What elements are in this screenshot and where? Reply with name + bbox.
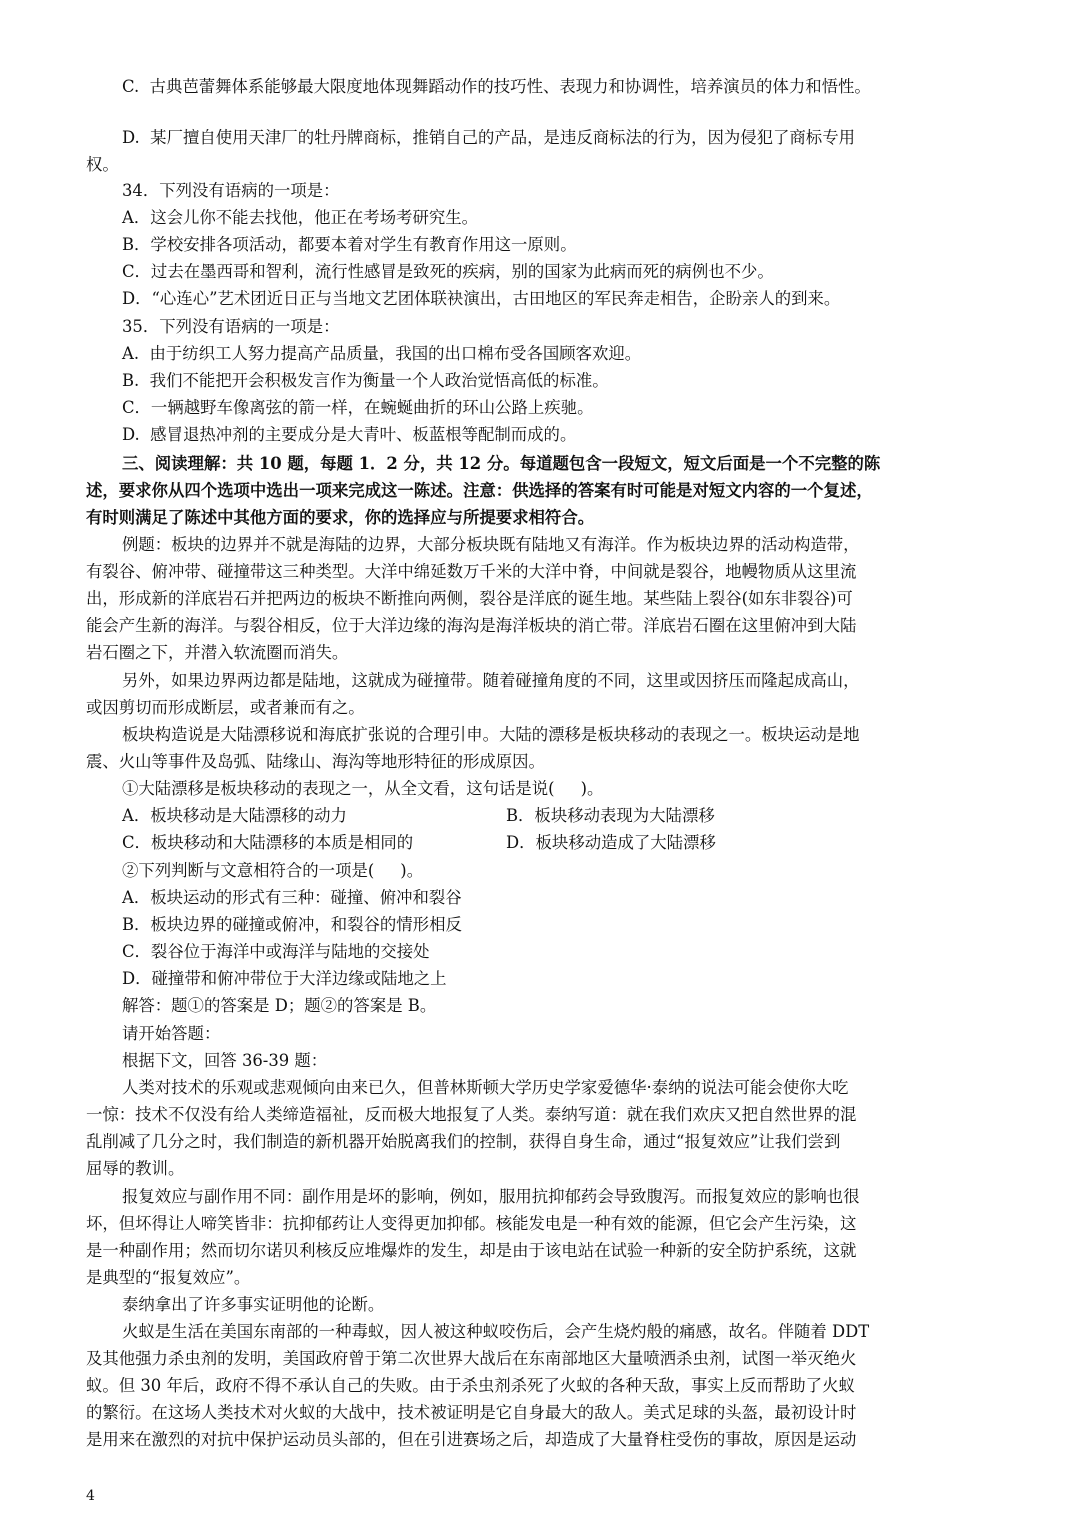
paragraph-line: 或因剪切而形成断层，或者兼而有之。 — [86, 698, 365, 717]
paragraph-line: 一惊：技术不仅没有给人类缔造福祉，反而极大地报复了人类。泰纳写道：就在我们欢庆又把自然世界的混 — [86, 1105, 857, 1124]
paragraph-line: 坏，但坏得让人啼笑皆非：抗抑郁药让人变得更加抑郁。核能发电是一种有效的能源，但它会产生污染，这 — [86, 1214, 857, 1233]
option-line: D. 某厂擅自使用天津厂的牡丹牌商标，推销自己的产品，是违反商标法的行为，因为侵犯了商标专用 — [122, 128, 855, 147]
section-heading: 述，要求你从四个选项中选出一项来完成这一陈述。注意：供选择的答案有时可能是对短文内容的一个复述， — [86, 481, 873, 500]
paragraph-line: 岩石圈之下，并潜入软流圈而消失。 — [86, 643, 349, 662]
sub-question: ①大陆漂移是板块移动的表现之一，从全文看，这句话是说( )。 — [122, 779, 604, 798]
paragraph-line: 是一种副作用；然而切尔诺贝利核反应堆爆炸的发生，却是由于该电站在试验一种新的安全防护系统，这就 — [86, 1241, 857, 1260]
option-line: C. 古典芭蕾舞体系能够最大限度地体现舞蹈动作的技巧性、表现力和协调性，培养演员的体力和悟性。 — [122, 77, 871, 96]
paragraph-line: 板块构造说是大陆漂移说和海底扩张说的合理引申。大陆的漂移是板块移动的表现之一。板块运动是地 — [122, 725, 860, 744]
instruction-line: 根据下文，回答 36-39 题： — [122, 1051, 328, 1070]
answer-line: 解答：题①的答案是 D；题②的答案是 B。 — [122, 996, 437, 1015]
section-heading: 三、阅读理解：共 10 题，每题 1．2 分，共 12 分。每道题包含一段短文，短文后面是一个不完整的陈 — [122, 454, 881, 473]
paragraph-line: 乱削减了几分之时，我们制造的新机器开始脱离我们的控制，获得自身生命，通过“报复效应”让我们尝到 — [86, 1132, 841, 1151]
option-line: B．板块边界的碰撞或俯冲，和裂谷的情形相反 — [122, 915, 462, 934]
option-line: B．学校安排各项活动，都要本着对学生有教育作用这一原则。 — [122, 235, 577, 254]
sub-question: ②下列判断与文意相符合的一项是( )。 — [122, 861, 424, 880]
paragraph-line: 蚁。但 30 年后，政府不得不承认自己的失败。由于杀虫剂杀死了火蚁的各种天敌，事实上反而帮助了火蚁 — [86, 1376, 855, 1395]
paragraph-line: 泰纳拿出了许多事实证明他的论断。 — [122, 1295, 385, 1314]
paragraph-line: 例题：板块的边界并不就是海陆的边界，大部分板块既有陆地又有海洋。作为板块边界的活动构造带， — [122, 535, 860, 554]
option-line: C．一辆越野车像离弦的箭一样，在蜿蜒曲折的环山公路上疾驰。 — [122, 398, 594, 417]
paragraph-line: 能会产生新的海洋。与裂谷相反，位于大洋边缘的海沟是海洋板块的消亡带。洋底岩石圈在这里俯冲到大陆 — [86, 616, 857, 635]
option-line: C．板块移动和大陆漂移的本质是相同的 — [122, 833, 414, 852]
paragraph-line: 是用来在激烈的对抗中保护运动员头部的，但在引进赛场之后，却造成了大量脊柱受伤的事故，原因是运动 — [86, 1430, 857, 1449]
paragraph-line: 报复效应与副作用不同：副作用是坏的影响，例如，服用抗抑郁药会导致腹泻。而报复效应的影响也很 — [122, 1187, 860, 1206]
option-line: A．板块移动是大陆漂移的动力 — [122, 806, 347, 825]
page-number: 4 — [86, 1488, 95, 1504]
text-line: 权。 — [86, 155, 119, 174]
option-line: D．“心连心”艺术团近日正与当地文艺团体联袂演出，古田地区的军民奔走相告，企盼亲人的到来。 — [122, 289, 841, 308]
option-line: D．板块移动造成了大陆漂移 — [506, 833, 716, 852]
option-line: D. 感冒退热冲剂的主要成分是大青叶、板蓝根等配制而成的。 — [122, 425, 577, 444]
paragraph-line: 有裂谷、俯冲带、碰撞带这三种类型。大洋中绵延数万千米的大洋中脊，中间就是裂谷，地幔物质从这里流 — [86, 562, 857, 581]
paragraph-line: 火蚁是生活在美国东南部的一种毒蚁，因人被这种蚁咬伤后，会产生烧灼般的痛感，故名。伴随着 DDT — [122, 1322, 870, 1341]
paragraph-line: 的繁衍。在这场人类技术对火蚁的大战中，技术被证明是它自身最大的敌人。美式足球的头盔，最初设计时 — [86, 1403, 857, 1422]
option-line: C．过去在墨西哥和智利，流行性感冒是致死的疾病，别的国家为此病而死的病例也不少。 — [122, 262, 774, 281]
option-line: B．板块移动表现为大陆漂移 — [506, 806, 715, 825]
question-34: 34．下列没有语病的一项是： — [122, 181, 340, 200]
paragraph-line: 震、火山等事件及岛弧、陆缘山、海沟等地形特征的形成原因。 — [86, 752, 545, 771]
option-line: D．碰撞带和俯冲带位于大洋边缘或陆地之上 — [122, 969, 447, 988]
option-line: A．板块运动的形式有三种：碰撞、俯冲和裂谷 — [122, 888, 462, 907]
section-heading: 有时则满足了陈述中其他方面的要求，你的选择应与所提要求相符合。 — [86, 508, 595, 527]
paragraph-line: 出，形成新的洋底岩石并把两边的板块不断推向两侧，裂谷是洋底的诞生地。某些陆上裂谷(如东非裂谷)可 — [86, 589, 853, 608]
question-35: 35．下列没有语病的一项是： — [122, 317, 340, 336]
option-line: B. 我们不能把开会积极发言作为衡量一个人政治觉悟高低的标准。 — [122, 371, 609, 390]
paragraph-line: 及其他强力杀虫剂的发明，美国政府曾于第二次世界大战后在东南部地区大量喷洒杀虫剂，试图一举灭绝火 — [86, 1349, 857, 1368]
option-line: A．这会儿你不能去找他，他正在考场考研究生。 — [122, 208, 479, 227]
option-line: A. 由于纺织工人努力提高产品质量，我国的出口棉布受各国顾客欢迎。 — [122, 344, 642, 363]
instruction-line: 请开始答题： — [122, 1024, 221, 1043]
paragraph-line: 另外，如果边界两边都是陆地，这就成为碰撞带。随着碰撞角度的不同，这里或因挤压而隆起成高山， — [122, 671, 860, 690]
paragraph-line: 屈辱的教训。 — [86, 1159, 185, 1178]
paragraph-line: 是典型的“报复效应”。 — [86, 1268, 251, 1287]
option-line: C．裂谷位于海洋中或海洋与陆地的交接处 — [122, 942, 430, 961]
paragraph-line: 人类对技术的乐观或悲观倾向由来已久，但普林斯顿大学历史学家爱德华·泰纳的说法可能会使你大吃 — [122, 1078, 849, 1097]
